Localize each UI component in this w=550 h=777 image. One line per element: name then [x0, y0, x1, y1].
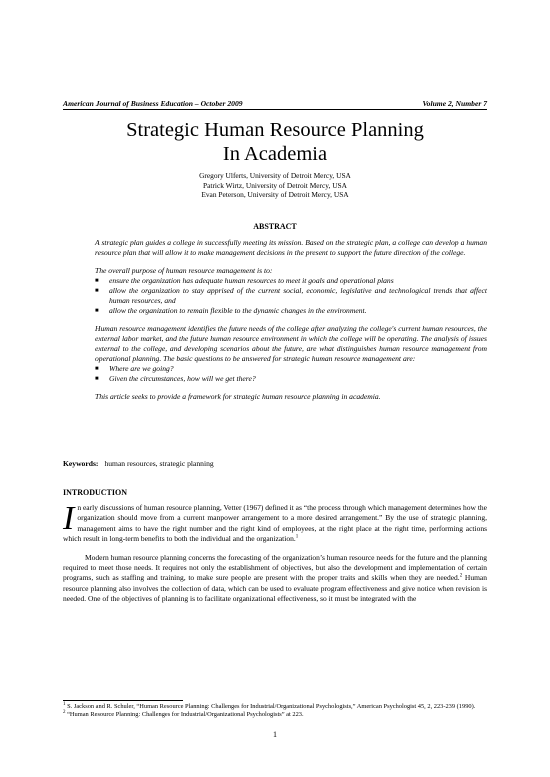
journal-name: American Journal of Business Education – October 2009 — [63, 99, 243, 108]
paper-title — [63, 118, 487, 166]
keywords — [63, 459, 487, 468]
list-item: ■ allow the organization to remain flexible to the dynamic changes in the environment. — [95, 306, 367, 315]
list-item: ■ Where are we going? — [95, 364, 174, 373]
title-line-1: Strategic Human Resource Planning — [126, 119, 424, 141]
abstract-heading: ABSTRACT — [253, 222, 297, 231]
footnote-ref: 1 — [295, 534, 299, 540]
footnotes — [63, 703, 487, 719]
abstract-paragraph: This article seeks to provide a framework for strategic human resource planning in academia. — [95, 392, 381, 401]
author: Evan Peterson, University of Detroit Mercy, USA — [201, 190, 349, 199]
author-list — [63, 171, 487, 200]
body-paragraph: Modern human resource planning concerns the forecasting of the organization’s human resource needs for the future and the planning required to meet those needs. It requires not only the establishment of objectives, but also the development and implementation of certain programs, such as staffing and training, to make sure people are present with the proper traits and skills when they are needed.$^2$ Human resource planning also involves the collection of data, which can be used to evaluate program effectiveness and give notice when revision is needed. One of the objectives of planning is to facilitate organizational effectiveness, so it must be integrated with the — [63, 552, 487, 604]
bullet-icon: ■ — [95, 308, 99, 314]
abstract-paragraph: The overall purpose of human resource management is to: — [95, 266, 273, 275]
title-line-2: In Academia — [222, 143, 328, 165]
section-heading-introduction: INTRODUCTION — [63, 488, 128, 497]
list-item: ■ ensure the organization has adequate human resources to meet it goals and operational plans — [95, 276, 394, 285]
drop-cap: I — [63, 500, 75, 537]
author: Patrick Wirtz, University of Detroit Mercy, USA — [203, 180, 347, 190]
footnote-divider — [63, 700, 183, 701]
bullet-icon: ■ — [95, 278, 99, 284]
keywords-label: Keywords: — [63, 459, 99, 468]
list-item: ■ Given the circumstances, how will we get there? — [95, 374, 256, 383]
bullet-icon: ■ — [95, 366, 99, 372]
abstract-bullet-list — [95, 364, 487, 384]
footnote: $^2$ “Human Resource Planning: Challenges for Industrial/Organizational Psychologists” at 223. — [63, 710, 304, 719]
running-header — [63, 99, 487, 110]
keywords-value: human resources, strategic planning — [104, 459, 214, 468]
footnote: $^1$ S. Jackson and R. Schuler, “Human Resource Planning: Challenges for Industrial/Organizational Psychologists,” American Psychologist 45, 2, 223-239 (1990). — [63, 701, 476, 710]
footnote-ref: 2 — [459, 573, 463, 579]
body-paragraph: In early discussions of human resource planning, Vetter (1967) defined it as “the process through which management determines how the organization should move from a current manpower arrangement to a more desired arrangement.” By the use of strategic planning, management aims to have the right number and the right kind of employees, at the right place at the right time, performing actions which result in long-term benefits to both the individual and the organization.$^1$ — [63, 500, 487, 544]
bullet-icon: ■ — [95, 376, 99, 382]
abstract-bullet-list — [95, 276, 487, 316]
introduction-body — [63, 500, 487, 613]
list-item: ■ allow the organization to stay apprised of the current social, economic, legislative and technological trends that affect human resources, and — [95, 286, 487, 305]
abstract-body — [95, 238, 487, 410]
abstract-paragraph: A strategic plan guides a college in successfully meeting its mission. Based on the strategic plan, a college can develop a human resource plan that will allow it to make management decisions in the present to support the future direction of the college. — [95, 238, 487, 257]
abstract-paragraph: Human resource management identifies the future needs of the college after analyzing the college's current human resources, the external labor market, and the future human resource environment in which the college will be operating. The analysis of issues external to the college, and developing scenarios about the future, are what distinguishes human resource management from operational planning. The basic questions to be answered for strategic human resource management are: — [95, 324, 487, 363]
volume-number: Volume 2, Number 7 — [422, 99, 487, 108]
bullet-icon: ■ — [95, 288, 99, 294]
author: Gregory Ulferts, University of Detroit Mercy, USA — [199, 171, 351, 180]
page-number: 1 — [273, 730, 277, 739]
